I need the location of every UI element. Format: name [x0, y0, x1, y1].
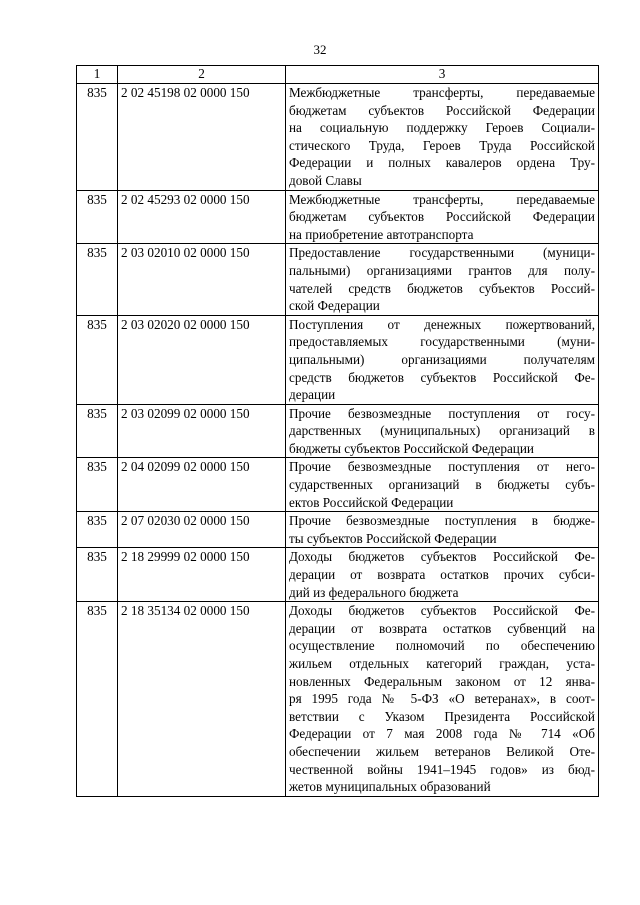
description-cell: [286, 244, 599, 315]
description-line: ветствии с Указом Президента Российской: [289, 708, 595, 724]
table-row: [77, 548, 599, 602]
description-cell: [286, 548, 599, 602]
description-line: на социальную поддержку Героев Социали-: [289, 120, 595, 136]
description-line: жетов муниципальных образований: [289, 779, 491, 795]
description-cell: [286, 404, 599, 458]
description-line: Прочие безвозмездные поступления от госу-: [289, 405, 595, 421]
admin-code-cell: 835: [77, 512, 118, 548]
description-line: осуществление полномочий по обеспечению: [289, 638, 595, 654]
description-line: сударственных организаций в бюджеты субъ-: [289, 477, 595, 493]
description-line: Межбюджетные трансферты, передаваемые: [289, 191, 595, 207]
admin-code-cell: 835: [77, 315, 118, 404]
admin-code-cell: 835: [77, 404, 118, 458]
budget-code-cell: 2 18 29999 02 0000 150: [118, 548, 286, 602]
table-header-row: [77, 66, 599, 84]
budget-code-cell: 2 07 02030 02 0000 150: [118, 512, 286, 548]
description-line: Прочие безвозмездные поступления от него-: [289, 459, 595, 475]
description-line: Межбюджетные трансферты, передаваемые: [289, 85, 595, 100]
description-line: дарственных (муниципальных) организаций в: [289, 423, 595, 439]
column-header-2: 2: [118, 66, 286, 84]
description-line: жильем отдельных категорий граждан, уста-: [289, 656, 595, 671]
table-row: [77, 190, 599, 244]
budget-code-cell: 2 02 45293 02 0000 150: [118, 190, 286, 244]
description-line: Прочие безвозмездные поступления в бюдже-: [289, 513, 595, 529]
table-body: [77, 84, 599, 797]
description-line: дерации от возврата остатков субвенций на: [289, 620, 595, 636]
table-row: [77, 602, 599, 797]
budget-code-cell: 2 03 02010 02 0000 150: [118, 244, 286, 315]
description-cell: [286, 602, 599, 797]
table-row: [77, 512, 599, 548]
description-line: чателей средств бюджетов субъектов Россий-: [289, 280, 595, 296]
description-line: Поступления от денежных пожертвований,: [289, 316, 595, 332]
description-cell: [286, 190, 599, 244]
description-line: стического Труда, Героев Труда Российской: [289, 137, 595, 153]
admin-code-cell: 835: [77, 602, 118, 797]
description-cell: [286, 315, 599, 404]
description-line: бюджетам субъектов Российской Федерации: [289, 209, 595, 225]
description-line: ектов Российской Федерации: [289, 494, 454, 510]
description-line: чественной войны 1941–1945 годов» из бюд-: [289, 761, 595, 777]
description-cell: [286, 84, 599, 191]
description-line: ской Федерации: [289, 298, 380, 314]
budget-code-cell: 2 04 02099 02 0000 150: [118, 458, 286, 512]
description-line: пальными) организациями грантов для полу-: [289, 262, 595, 278]
description-line: средств бюджетов субъектов Российской Фе-: [289, 369, 595, 385]
description-line: дерации от возврата остатков прочих субси-: [289, 567, 595, 583]
description-line: Доходы бюджетов субъектов Российской Фе-: [289, 603, 595, 619]
description-line: Доходы бюджетов субъектов Российской Фе-: [289, 549, 595, 565]
budget-code-cell: 2 03 02099 02 0000 150: [118, 404, 286, 458]
description-line: ты субъектов Российской Федерации: [289, 530, 497, 546]
admin-code-cell: 835: [77, 190, 118, 244]
table-row: [77, 84, 599, 191]
table-row: [77, 315, 599, 404]
admin-code-cell: 835: [77, 548, 118, 602]
description-line: новленных Федеральным законом от 12 янва-: [289, 673, 595, 689]
table-row: [77, 244, 599, 315]
description-line: обеспечении жильем ветеранов Великой Оте-: [289, 743, 595, 759]
budget-code-cell: 2 02 45198 02 0000 150: [118, 84, 286, 191]
description-line: дий из федерального бюджета: [289, 584, 459, 600]
budget-code-cell: 2 03 02020 02 0000 150: [118, 315, 286, 404]
budget-code-cell: 2 18 35134 02 0000 150: [118, 602, 286, 797]
page-number: 32: [313, 42, 327, 57]
revenue-codes-table: [76, 65, 599, 797]
description-line: Федерации от 7 мая 2008 года № 714 «Об: [289, 726, 595, 742]
description-line: на приобретение автотранспорта: [289, 226, 474, 242]
description-cell: [286, 458, 599, 512]
description-line: бюджетам субъектов Российской Федерации: [289, 102, 595, 118]
table-row: [77, 458, 599, 512]
admin-code-cell: 835: [77, 244, 118, 315]
description-line: ципальными) организациями получателям: [289, 351, 595, 367]
admin-code-cell: 835: [77, 458, 118, 512]
description-cell: [286, 512, 599, 548]
admin-code-cell: 835: [77, 84, 118, 191]
table-row: [77, 404, 599, 458]
description-line: ря 1995 года № 5-ФЗ «О ветеранах», в соот-: [289, 691, 595, 707]
column-header-1: 1: [77, 66, 118, 84]
description-line: Предоставление государственными (муници-: [289, 245, 595, 261]
description-line: Федерации и полных кавалеров ордена Тру-: [289, 155, 595, 171]
column-header-3: 3: [286, 66, 599, 84]
description-line: дерации: [289, 387, 336, 403]
description-line: предоставляемых государственными (муни-: [289, 334, 595, 350]
description-line: довой Славы: [289, 172, 362, 188]
description-line: бюджеты субъектов Российской Федерации: [289, 440, 534, 456]
